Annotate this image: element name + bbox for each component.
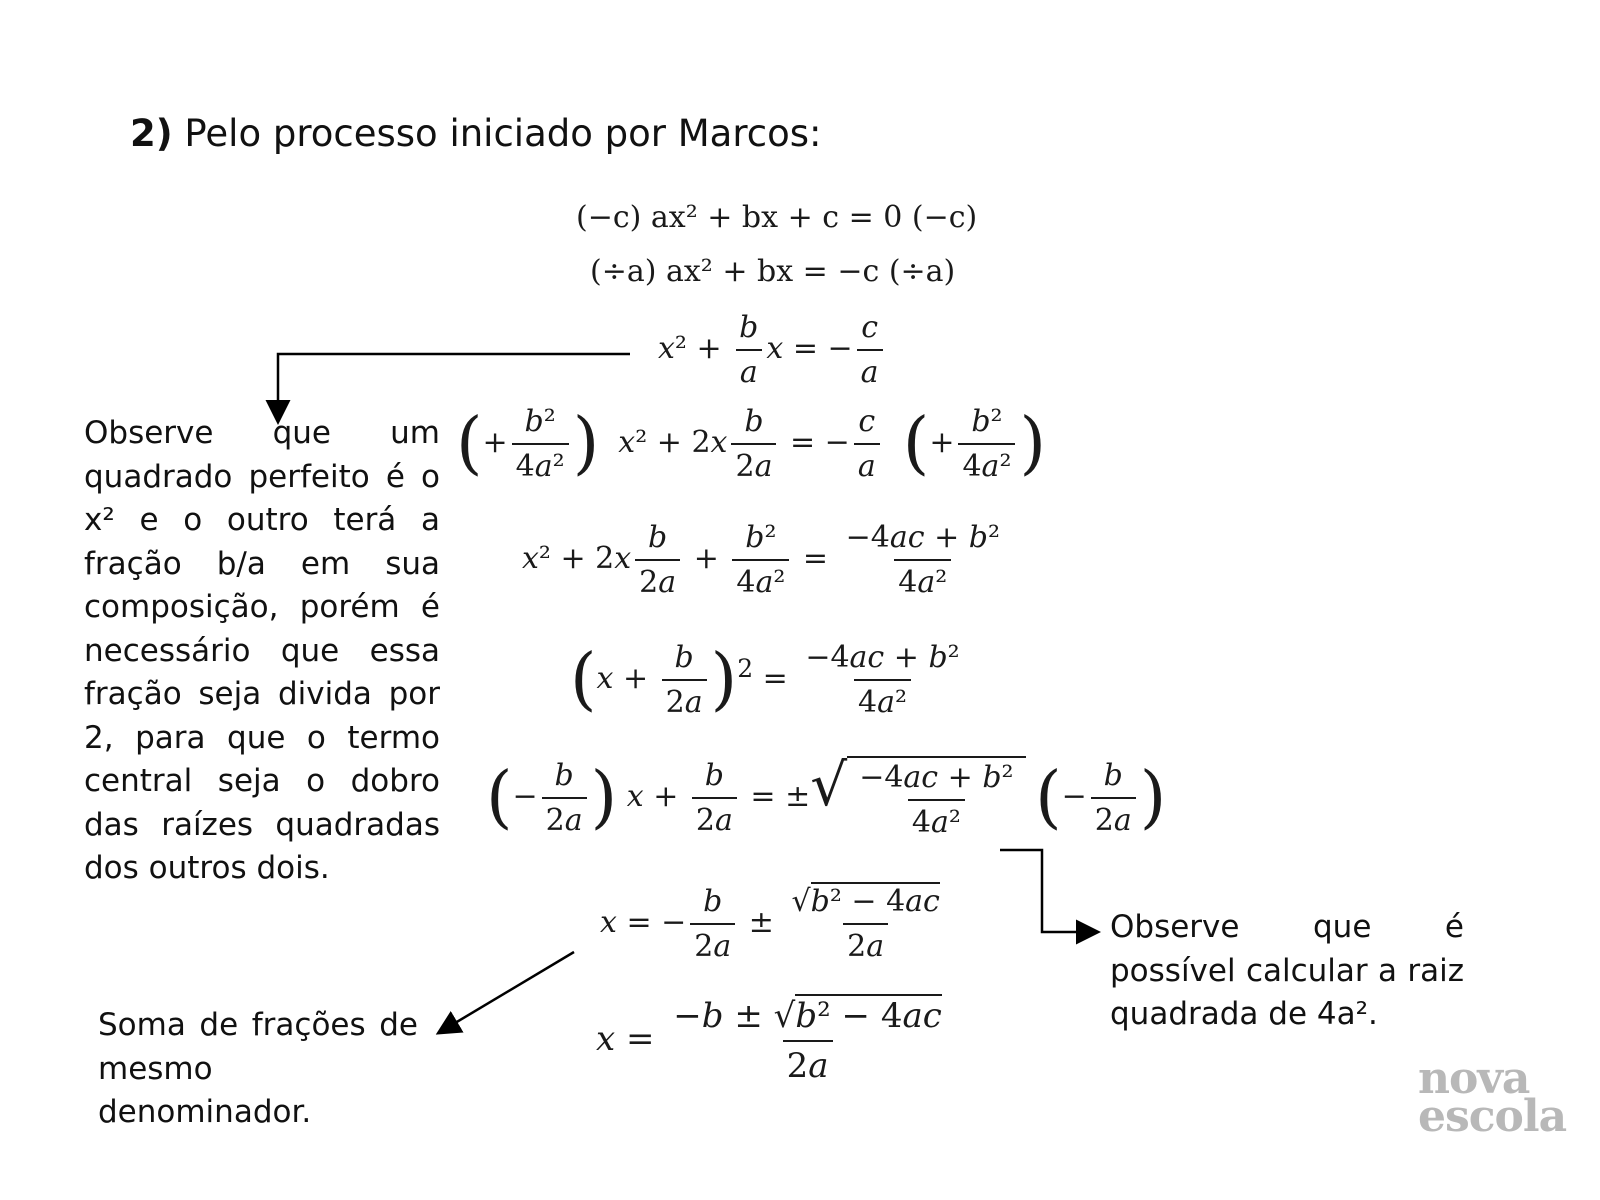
equation-step-7: (− $\frac{b}{2a}$ ) x + $\frac{b}{2a}$ = ± √ $\frac{\text{−4ac + b²}}{\text{4a²}}$ (− $\frac{b}{2a}$ ) [486,751,1167,840]
arrow-to-bottom-note [440,952,574,1032]
arrow-to-left-note [278,354,630,420]
equation-step-6: (x + $\frac{b}{2a}$ )$^2$ = $\frac{\text{−4ac + b²}}{\text{4a²}}$ [570,640,960,720]
note-perfect-square: Observe que um quadrado perfeito é o x² e o outro terá a fração b/a em sua composição, porém é necessário que essa fração seja divida por 2, para que o termo central seja o dobro das raízes quadradas dos outros dois. [84,415,440,886]
equation-step-3: x² + $\frac{b}{a}$ x = − $\frac{c}{a}$ [658,310,887,390]
note-square-root: Observe que é possível calcular a raiz quadrada de 4a². [1110,909,1464,1032]
equation-step-4: (+ $\frac{\text{b²}}{\text{4a²}}$ ) x² + 2x $\frac{b}{2a}$ = − $\frac{c}{a}$ (+ $\frac{\text{b²}}{\text{4a²}}$ ) [456,404,1046,484]
equation-step-2: (÷a) ax² + bx = −c (÷a) [590,254,956,289]
equation-step-9: x = $\frac{\text{−b ± √b² − 4ac}}{2a}$ [596,996,942,1086]
equation-step-5: x² + 2x $\frac{b}{2a}$ + $\frac{\text{b²}}{\text{4a²}}$ = $\frac{\text{−4ac + b²}}{\text{4a²}}$ [522,520,1000,600]
nova-escola-logo [1418,1053,1567,1142]
note-fraction-sum: Soma de frações de mesmo denominador. [98,1007,418,1130]
question-number: 2) [130,112,173,155]
logo-line-1: nova [1418,1053,1530,1104]
equation-step-1: (−c) ax² + bx + c = 0 (−c) [576,200,978,235]
equation-step-8: x = − $\frac{b}{2a}$ ± $\frac{\text{√b² − 4ac}}{2a}$ [600,884,940,964]
logo-line-2: escola [1418,1091,1567,1142]
question-text: Pelo processo iniciado por Marcos: [184,112,822,155]
arrow-to-right-note [1000,850,1096,932]
